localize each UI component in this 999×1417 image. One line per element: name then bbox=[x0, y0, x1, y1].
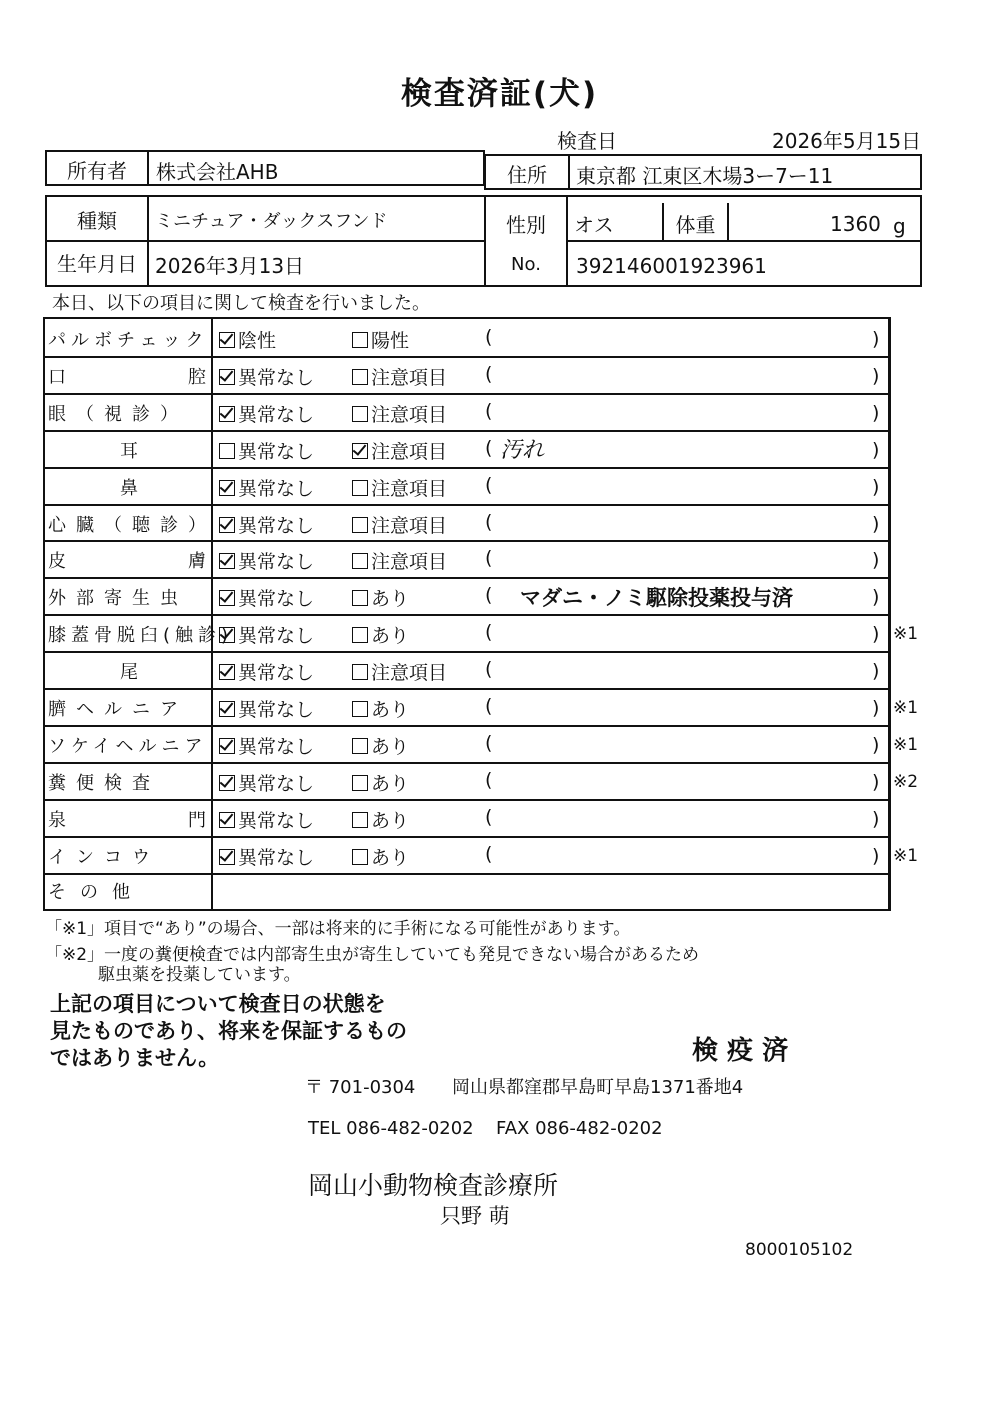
row-label: 眼（視診） bbox=[48, 403, 188, 425]
close-paren: ) bbox=[872, 733, 880, 756]
row-label: 耳 bbox=[120, 440, 138, 462]
option-label: 異常なし bbox=[238, 809, 315, 832]
row-divider bbox=[43, 873, 891, 875]
owner-label: 所有者 bbox=[67, 159, 127, 183]
row-label: 泉 門 bbox=[48, 809, 216, 831]
sex-label: 性別 bbox=[506, 213, 546, 237]
row-label: 鼻 bbox=[120, 477, 138, 499]
row-divider bbox=[43, 540, 891, 542]
option-abnormal[interactable] bbox=[352, 769, 409, 796]
open-paren: ( bbox=[485, 805, 493, 828]
close-paren: ) bbox=[872, 697, 880, 719]
option-label: 異常なし bbox=[238, 699, 315, 721]
checked-checkbox-icon[interactable] bbox=[219, 553, 235, 569]
close-paren: ) bbox=[872, 549, 880, 572]
open-paren: ( bbox=[485, 510, 493, 533]
row-label: 皮 膚 bbox=[48, 551, 216, 573]
open-paren: ( bbox=[485, 658, 493, 681]
option-abnormal[interactable] bbox=[352, 511, 447, 538]
row-divider bbox=[43, 393, 891, 395]
option-normal[interactable] bbox=[219, 511, 314, 538]
checkbox-icon[interactable] bbox=[352, 812, 368, 828]
option-label: あり bbox=[371, 735, 410, 758]
quarantine-stamp: 検 疫 済 bbox=[692, 1036, 789, 1066]
footnote-mark: ※1 bbox=[893, 698, 919, 718]
exam-date-label: 検査日 bbox=[557, 129, 617, 153]
checkbox-icon[interactable] bbox=[219, 443, 235, 459]
option-label: 注意項目 bbox=[371, 662, 448, 685]
option-normal[interactable] bbox=[219, 695, 314, 722]
vet-name: 只野 萌 bbox=[440, 1204, 510, 1228]
option-label: 注意項目 bbox=[371, 366, 448, 389]
checked-checkbox-icon[interactable] bbox=[219, 369, 235, 385]
disclaimer-line-1: 上記の項目について検査日の状態を bbox=[50, 992, 386, 1016]
option-label: 異常なし bbox=[238, 772, 315, 795]
row-divider bbox=[43, 688, 891, 690]
checked-checkbox-icon[interactable] bbox=[219, 738, 235, 754]
weight-unit: g bbox=[893, 214, 906, 238]
document-title: 検査済証(犬) bbox=[400, 76, 599, 112]
close-paren: ) bbox=[872, 438, 880, 461]
option-abnormal[interactable] bbox=[352, 584, 409, 611]
note-1: 「※1」項目で“あり”の場合、一部は将来的に手術になる可能性があります。 bbox=[45, 919, 631, 939]
open-paren: ( bbox=[485, 326, 493, 348]
checkbox-icon[interactable] bbox=[352, 553, 368, 569]
row-label: 外部寄生虫 bbox=[48, 588, 188, 610]
row-divider bbox=[43, 762, 891, 764]
option-label: 異常なし bbox=[238, 403, 315, 426]
footnote-mark: ※1 bbox=[893, 734, 919, 755]
address-label: 住所 bbox=[507, 163, 547, 187]
disclaimer-line-2: 見たものであり、将来を保証するもの bbox=[50, 1019, 407, 1043]
checkbox-icon[interactable] bbox=[352, 627, 368, 643]
checkbox-icon[interactable] bbox=[352, 590, 368, 606]
row-divider bbox=[43, 504, 891, 506]
option-label: 異常なし bbox=[238, 662, 315, 685]
option-label: 注意項目 bbox=[371, 440, 448, 463]
close-paren: ) bbox=[872, 401, 880, 424]
row-divider bbox=[43, 356, 891, 358]
row-label: インコウ bbox=[48, 846, 160, 868]
open-paren: ( bbox=[485, 731, 493, 754]
clinic-tel: TEL 086-482-0202 bbox=[308, 1118, 474, 1139]
option-label: あり bbox=[371, 699, 410, 721]
open-paren: ( bbox=[485, 695, 493, 717]
checked-checkbox-icon[interactable] bbox=[219, 849, 235, 865]
option-label: 注意項目 bbox=[371, 403, 448, 426]
row-label: パルボチェック bbox=[48, 330, 209, 351]
breed-value: ミニチュア・ダックスフンド bbox=[155, 211, 388, 232]
option-normal[interactable] bbox=[219, 658, 314, 685]
checkbox-icon[interactable] bbox=[352, 517, 368, 533]
row-label: 尾 bbox=[120, 662, 138, 684]
row-detail: マダニ・ノミ駆除投薬投与済 bbox=[520, 586, 793, 611]
open-paren: ( bbox=[485, 473, 493, 496]
option-normal[interactable] bbox=[219, 732, 314, 759]
checked-checkbox-icon[interactable] bbox=[219, 517, 235, 533]
checkbox-icon[interactable] bbox=[352, 775, 368, 791]
row-label: 口 腔 bbox=[48, 366, 216, 388]
row-label: 膝蓋骨脱臼(触診) bbox=[48, 625, 234, 647]
row-label: 心臓（聴診） bbox=[48, 514, 216, 536]
exam-date-value: 2026年5月15日 bbox=[772, 129, 922, 153]
sex-value: オス bbox=[574, 213, 614, 237]
option-normal[interactable] bbox=[219, 400, 314, 427]
checkbox-icon[interactable] bbox=[352, 849, 368, 865]
option-label: 異常なし bbox=[238, 477, 315, 500]
clinic-name: 岡山小動物検査診療所 bbox=[308, 1171, 559, 1200]
checked-checkbox-icon[interactable] bbox=[219, 332, 235, 348]
checked-checkbox-icon[interactable] bbox=[219, 775, 235, 791]
owner-value: 株式会社AHB bbox=[156, 160, 279, 184]
option-label: 異常なし bbox=[238, 846, 315, 869]
open-paren: ( bbox=[485, 842, 493, 865]
option-label: 異常なし bbox=[238, 514, 315, 537]
checkbox-icon[interactable] bbox=[352, 369, 368, 385]
checkbox-icon[interactable] bbox=[352, 701, 368, 717]
close-paren: ) bbox=[872, 475, 880, 498]
option-label: 異常なし bbox=[238, 440, 315, 463]
option-normal[interactable] bbox=[219, 769, 314, 796]
address-value: 東京都 江東区木場3ー7ー11 bbox=[576, 164, 834, 188]
checked-checkbox-icon[interactable] bbox=[219, 480, 235, 496]
option-abnormal[interactable] bbox=[352, 326, 409, 353]
checked-checkbox-icon[interactable] bbox=[219, 812, 235, 828]
open-paren: ( bbox=[485, 399, 493, 422]
option-label: あり bbox=[371, 846, 410, 869]
row-divider bbox=[43, 799, 891, 801]
checked-checkbox-icon[interactable] bbox=[219, 406, 235, 422]
open-paren: ( bbox=[485, 584, 493, 607]
close-paren: ) bbox=[872, 844, 880, 867]
row-divider bbox=[43, 614, 891, 616]
option-label: 注意項目 bbox=[371, 477, 448, 500]
option-normal[interactable] bbox=[219, 474, 314, 501]
checkbox-icon[interactable] bbox=[352, 664, 368, 680]
no-value: 392146001923961 bbox=[576, 254, 767, 278]
no-label: No. bbox=[511, 254, 541, 275]
dob-label: 生年月日 bbox=[57, 252, 137, 276]
option-abnormal[interactable] bbox=[352, 621, 409, 648]
row-label: ソケイヘルニア bbox=[48, 735, 208, 757]
checked-checkbox-icon[interactable] bbox=[219, 590, 235, 606]
row-label: 糞便検査 bbox=[48, 772, 160, 794]
option-normal[interactable] bbox=[219, 326, 276, 353]
checkbox-icon[interactable] bbox=[352, 480, 368, 496]
weight-label: 体重 bbox=[675, 213, 716, 237]
option-label: あり bbox=[371, 588, 410, 611]
option-abnormal[interactable] bbox=[352, 400, 447, 427]
option-normal[interactable] bbox=[219, 363, 314, 390]
option-abnormal[interactable] bbox=[352, 843, 409, 870]
option-label: 陰性 bbox=[238, 330, 277, 352]
option-normal[interactable] bbox=[219, 584, 314, 611]
option-label: あり bbox=[371, 772, 410, 795]
row-divider bbox=[43, 651, 891, 653]
option-abnormal[interactable] bbox=[352, 547, 447, 574]
footnote-mark: ※2 bbox=[893, 771, 919, 792]
row-label: 臍ヘルニア bbox=[48, 699, 188, 720]
disclaimer-line-3: ではありません。 bbox=[50, 1046, 220, 1070]
row-divider bbox=[43, 836, 891, 838]
option-abnormal[interactable] bbox=[352, 437, 447, 464]
checkbox-icon[interactable] bbox=[352, 406, 368, 422]
option-normal[interactable] bbox=[219, 843, 314, 870]
checkbox-icon[interactable] bbox=[352, 738, 368, 754]
open-paren: ( bbox=[485, 547, 493, 570]
option-label: 異常なし bbox=[238, 366, 315, 389]
option-label: 陽性 bbox=[371, 330, 410, 352]
close-paren: ) bbox=[872, 586, 880, 609]
row-divider bbox=[43, 430, 891, 432]
close-paren: ) bbox=[872, 328, 880, 350]
open-paren: ( bbox=[485, 768, 493, 791]
checked-checkbox-icon[interactable] bbox=[219, 664, 235, 680]
note-2-line-2: 駆虫薬を投薬しています。 bbox=[98, 965, 301, 985]
note-2-line-1: 「※2」一度の糞便検査では内部寄生虫が寄生していても発見できない場合があるため bbox=[45, 945, 700, 965]
open-paren: ( bbox=[485, 362, 493, 385]
option-label: 異常なし bbox=[238, 625, 315, 648]
close-paren: ) bbox=[872, 770, 880, 793]
checkbox-icon[interactable] bbox=[352, 332, 368, 348]
weight-value: 1360 bbox=[830, 212, 881, 236]
row-divider bbox=[43, 467, 891, 469]
option-label: あり bbox=[371, 625, 410, 648]
checked-checkbox-icon[interactable] bbox=[219, 701, 235, 717]
checked-checkbox-icon[interactable] bbox=[219, 627, 235, 643]
option-normal[interactable] bbox=[219, 806, 314, 833]
breed-label: 種類 bbox=[77, 209, 117, 233]
open-paren: ( bbox=[485, 436, 493, 459]
option-label: あり bbox=[371, 809, 410, 832]
option-abnormal[interactable] bbox=[352, 695, 409, 722]
postal-code: 〒 701-0304 bbox=[305, 1077, 416, 1098]
option-normal[interactable] bbox=[219, 547, 314, 574]
option-label: 異常なし bbox=[238, 551, 315, 574]
option-label: 異常なし bbox=[238, 735, 315, 758]
clinic-fax: FAX 086-482-0202 bbox=[496, 1118, 663, 1139]
option-abnormal[interactable] bbox=[352, 474, 447, 501]
open-paren: ( bbox=[485, 621, 493, 644]
intro-text: 本日、以下の項目に関して検査を行いました。 bbox=[52, 293, 430, 314]
row-detail: 汚れ bbox=[500, 437, 545, 463]
footnote-mark: ※1 bbox=[893, 624, 919, 645]
document-number: 8000105102 bbox=[745, 1240, 854, 1260]
other-label: その他 bbox=[48, 882, 144, 903]
option-abnormal[interactable] bbox=[352, 732, 409, 759]
option-abnormal[interactable] bbox=[352, 806, 409, 833]
option-normal[interactable] bbox=[219, 437, 314, 464]
close-paren: ) bbox=[872, 512, 880, 535]
close-paren: ) bbox=[872, 364, 880, 387]
close-paren: ) bbox=[872, 623, 880, 646]
option-abnormal[interactable] bbox=[352, 363, 447, 390]
option-label: 注意項目 bbox=[371, 514, 448, 537]
option-normal[interactable] bbox=[219, 621, 314, 648]
option-label: 異常なし bbox=[238, 588, 315, 611]
row-divider bbox=[43, 577, 891, 579]
close-paren: ) bbox=[872, 807, 880, 830]
option-abnormal[interactable] bbox=[352, 658, 447, 685]
footnote-mark: ※1 bbox=[893, 845, 919, 866]
option-label: 注意項目 bbox=[371, 551, 448, 574]
row-divider bbox=[43, 725, 891, 727]
checked-checkbox-icon[interactable] bbox=[352, 443, 368, 459]
close-paren: ) bbox=[872, 660, 880, 683]
clinic-address: 岡山県都窪郡早島町早島1371番地4 bbox=[452, 1077, 744, 1098]
dob-value: 2026年3月13日 bbox=[155, 254, 305, 278]
